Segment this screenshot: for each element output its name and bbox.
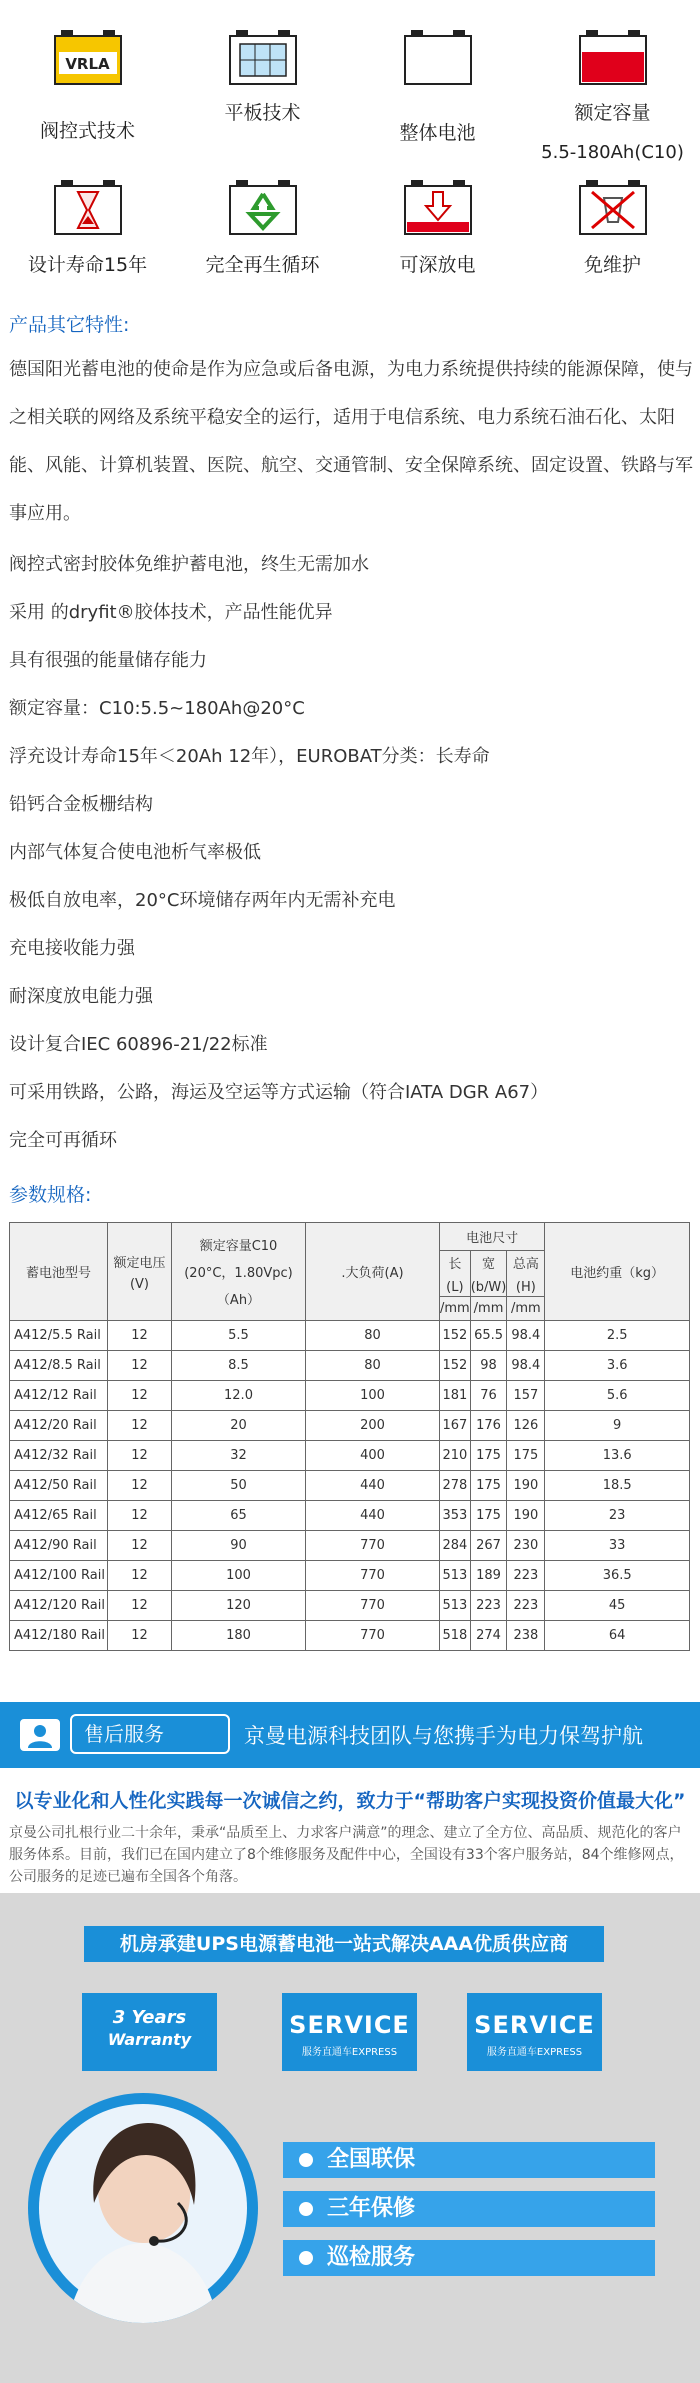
spec-cell: 65 — [172, 1501, 306, 1531]
flat-plate-battery-icon — [228, 28, 298, 86]
col-dims-header: 电池尺寸 — [440, 1223, 545, 1251]
spec-cell: 12.0 — [172, 1381, 306, 1411]
spec-cell: 5.6 — [545, 1381, 690, 1411]
col-capacity-header: 额定容量C10 (20°C，1.80Vpc) （Ah） — [172, 1223, 306, 1321]
spec-cell: 12 — [108, 1561, 172, 1591]
icon-cell-design-life — [0, 150, 175, 300]
spec-cell: 23 — [545, 1501, 690, 1531]
spec-cell: 210 — [440, 1441, 471, 1471]
spec-cell: 770 — [306, 1561, 440, 1591]
icon-label-deep-discharge: 可深放电 — [399, 254, 476, 276]
icon-label-recycle: 完全再生循环 — [205, 254, 320, 276]
spec-cell: 12 — [108, 1531, 172, 1561]
bullet-dot — [299, 2202, 313, 2216]
spec-cell: 98 — [470, 1351, 507, 1381]
spec-cell: A412/50 Rail — [10, 1471, 108, 1501]
service-slogan: 以专业化和人性化实践每一次诚信之约，致力于“帮助客户实现投资价值最大化” — [14, 1790, 686, 1812]
spec-cell: A412/65 Rail — [10, 1501, 108, 1531]
features-heading: 产品其它特性: — [9, 314, 130, 336]
col-length-header: 长 (L) — [440, 1251, 471, 1297]
col-width-header: 宽 (b/W) — [470, 1251, 507, 1297]
service-bar-inspection — [283, 2240, 655, 2276]
spec-cell: A412/180 Rail — [10, 1621, 108, 1651]
maintenance-free-battery-icon — [578, 178, 648, 236]
col-width-unit: /mm — [470, 1297, 507, 1321]
spec-row — [10, 1531, 690, 1561]
spec-cell: A412/20 Rail — [10, 1411, 108, 1441]
spec-cell: 190 — [507, 1501, 545, 1531]
spec-cell: 8.5 — [172, 1351, 306, 1381]
spec-cell: 181 — [440, 1381, 471, 1411]
service-bar-label: 全国联保 — [327, 2147, 416, 2172]
spec-cell: 223 — [470, 1591, 507, 1621]
spec-cell: 80 — [306, 1351, 440, 1381]
spec-cell: 3.6 — [545, 1351, 690, 1381]
feature-line: 完全可再循环 — [9, 1130, 117, 1151]
icon-label-design-life: 设计寿命15年 — [27, 254, 148, 276]
service-intro: 京曼公司扎根行业二十余年，秉承“品质至上、力求客户满意”的理念、建立了全方位、高品质、规范化的客户服务体系。目前，我们已在国内建立了8个维修服务及配件中心，全国设有33个客户服务站，84个维修网点，公司服务的足迹已遍布全国各个角落。 — [9, 1825, 684, 1885]
spec-cell: 770 — [306, 1531, 440, 1561]
feature-line: 采用 的dryfit®胶体技术，产品性能优异 — [9, 602, 333, 623]
icon-cell-capacity — [525, 0, 700, 163]
spec-cell: 90 — [172, 1531, 306, 1561]
spec-cell: 45 — [545, 1591, 690, 1621]
spec-cell: 223 — [507, 1591, 545, 1621]
service-badge-sub: 服务直通车EXPRESS — [301, 2047, 398, 2058]
icon-label-capacity: 额定容量 — [574, 102, 651, 124]
spec-cell: 98.4 — [507, 1351, 545, 1381]
spec-cell: 175 — [470, 1471, 507, 1501]
col-height-unit: /mm — [507, 1297, 545, 1321]
spec-cell: A412/100 Rail — [10, 1561, 108, 1591]
warranty-badge-main: 3 Years — [112, 2007, 187, 2028]
col-voltage-header: 额定电压 (V) — [108, 1223, 172, 1321]
service-bar-warranty — [283, 2191, 655, 2227]
spec-cell: 770 — [306, 1621, 440, 1651]
spec-cell: 284 — [440, 1531, 471, 1561]
spec-table — [9, 1222, 690, 1651]
spec-row — [10, 1621, 690, 1651]
icon-cell-deep-discharge — [350, 150, 525, 300]
spec-cell: 36.5 — [545, 1561, 690, 1591]
spec-cell: 440 — [306, 1501, 440, 1531]
service-bar-label: 三年保修 — [327, 2196, 416, 2221]
spec-row — [10, 1381, 690, 1411]
spec-cell: 9 — [545, 1411, 690, 1441]
spec-cell: 20 — [172, 1411, 306, 1441]
spec-cell: A412/32 Rail — [10, 1441, 108, 1471]
service-badge-main: SERVICE — [289, 2011, 410, 2039]
spec-cell: 513 — [440, 1561, 471, 1591]
hourglass-battery-icon — [53, 178, 123, 236]
spec-cell: 65.5 — [470, 1321, 507, 1351]
col-height-header: 总高 (H) — [507, 1251, 545, 1297]
spec-cell: 12 — [108, 1321, 172, 1351]
spec-cell: 120 — [172, 1591, 306, 1621]
spec-cell: 175 — [470, 1501, 507, 1531]
spec-cell: 2.5 — [545, 1321, 690, 1351]
spec-cell: 50 — [172, 1471, 306, 1501]
spec-row — [10, 1351, 690, 1381]
spec-cell: 5.5 — [172, 1321, 306, 1351]
col-length-unit: /mm — [440, 1297, 471, 1321]
spec-row — [10, 1441, 690, 1471]
spec-cell: 167 — [440, 1411, 471, 1441]
spec-cell: 200 — [306, 1411, 440, 1441]
feature-line: 额定容量：C10:5.5~180Ah@20°C — [9, 698, 305, 719]
after-sales-banner — [0, 1702, 700, 1768]
capacity-battery-icon — [578, 28, 648, 86]
service-bar-label: 巡检服务 — [327, 2245, 416, 2270]
after-sales-tagline: 京曼电源科技团队与您携手为电力保驾护航 — [244, 1724, 643, 1748]
spec-cell: 12 — [108, 1381, 172, 1411]
spec-cell: A412/8.5 Rail — [10, 1351, 108, 1381]
spec-row — [10, 1411, 690, 1441]
warranty-badge — [82, 1993, 217, 2071]
spec-cell: 180 — [172, 1621, 306, 1651]
spec-row — [10, 1471, 690, 1501]
service-express-badge — [467, 1993, 602, 2071]
spec-cell: 770 — [306, 1591, 440, 1621]
spec-cell: 12 — [108, 1471, 172, 1501]
spec-cell: 157 — [507, 1381, 545, 1411]
feature-line: 设计复合IEC 60896-21/22标准 — [9, 1034, 268, 1055]
icon-label-vrla: 阀控式技术 — [39, 120, 135, 142]
feature-line: 可采用铁路，公路，海运及空运等方式运输（符合IATA DGR A67） — [9, 1082, 549, 1103]
spec-cell: 190 — [507, 1471, 545, 1501]
warranty-badge-sub: Warranty — [107, 2030, 192, 2049]
icon-cell-maintenance-free — [525, 150, 700, 300]
icon-label-flat-plate: 平板技术 — [224, 102, 301, 124]
spec-cell: 189 — [470, 1561, 507, 1591]
spec-cell: A412/5.5 Rail — [10, 1321, 108, 1351]
spec-cell: 230 — [507, 1531, 545, 1561]
bullet-dot — [299, 2153, 313, 2167]
col-load-header: .大负荷(A) — [306, 1223, 440, 1321]
headset-user-icon — [20, 1719, 60, 1751]
icon-label-maintenance-free: 免维护 — [583, 254, 641, 276]
spec-cell: 513 — [440, 1591, 471, 1621]
feature-line: 阀控式密封胶体免维护蓄电池，终生无需加水 — [9, 554, 369, 575]
feature-line: 浮充设计寿命15年＜20Ah 12年），EUROBAT分类：长寿命 — [9, 746, 490, 767]
spec-row — [10, 1321, 690, 1351]
service-badge-sub: 服务直通车EXPRESS — [486, 2047, 583, 2058]
spec-row — [10, 1561, 690, 1591]
spec-cell: 33 — [545, 1531, 690, 1561]
spec-cell: 175 — [470, 1441, 507, 1471]
spec-cell: 152 — [440, 1351, 471, 1381]
feature-line: 耐深度放电能力强 — [9, 986, 153, 1007]
spec-cell: 238 — [507, 1621, 545, 1651]
icon-label-monobloc: 整体电池 — [399, 122, 476, 144]
vrla-battery-icon — [53, 28, 123, 86]
spec-cell: 274 — [470, 1621, 507, 1651]
vrla-badge-text: VRLA — [65, 55, 110, 73]
icon-cell-recycle — [175, 150, 350, 300]
after-sales-tab[interactable]: 售后服务 — [70, 1714, 230, 1754]
customer-service-photo — [28, 2093, 258, 2323]
spec-cell: 278 — [440, 1471, 471, 1501]
spec-cell: 80 — [306, 1321, 440, 1351]
spec-cell: 518 — [440, 1621, 471, 1651]
spec-cell: A412/90 Rail — [10, 1531, 108, 1561]
deep-discharge-battery-icon — [403, 178, 473, 236]
icon-sublabel-capacity: 5.5-180Ah(C10) — [541, 142, 684, 163]
spec-cell: 100 — [306, 1381, 440, 1411]
col-model-header: 蓄电池型号 — [10, 1223, 108, 1321]
spec-cell: 98.4 — [507, 1321, 545, 1351]
spec-heading: 参数规格: — [9, 1184, 92, 1206]
feature-line: 内部气体复合使电池析气率极低 — [9, 842, 261, 863]
bullet-dot — [299, 2251, 313, 2265]
spec-cell: 12 — [108, 1351, 172, 1381]
spec-cell: 176 — [470, 1411, 507, 1441]
spec-cell: 12 — [108, 1411, 172, 1441]
feature-line: 具有很强的能量储存能力 — [9, 650, 207, 671]
spec-cell: 126 — [507, 1411, 545, 1441]
service-badge-main: SERVICE — [474, 2011, 595, 2039]
monobloc-battery-icon — [403, 28, 473, 86]
spec-cell: 267 — [470, 1531, 507, 1561]
spec-cell: 440 — [306, 1471, 440, 1501]
spec-cell: 12 — [108, 1501, 172, 1531]
spec-cell: 223 — [507, 1561, 545, 1591]
icon-cell-vrla — [0, 0, 175, 150]
spec-cell: 18.5 — [545, 1471, 690, 1501]
spec-cell: 152 — [440, 1321, 471, 1351]
feature-icons-grid — [0, 0, 700, 300]
spec-cell: 12 — [108, 1621, 172, 1651]
feature-line: 充电接收能力强 — [9, 938, 135, 959]
icon-cell-monobloc — [350, 0, 525, 150]
spec-cell: 353 — [440, 1501, 471, 1531]
spec-cell: 13.6 — [545, 1441, 690, 1471]
col-weight-header: 电池约重（kg） — [545, 1223, 690, 1321]
feature-line: 极低自放电率，20°C环境储存两年内无需补充电 — [9, 890, 396, 911]
spec-table-body — [10, 1321, 690, 1651]
icon-cell-flat-plate — [175, 0, 350, 150]
spec-cell: 175 — [507, 1441, 545, 1471]
spec-cell: A412/12 Rail — [10, 1381, 108, 1411]
spec-row — [10, 1591, 690, 1621]
service-bar-nationwide — [283, 2142, 655, 2178]
spec-cell: 32 — [172, 1441, 306, 1471]
service-panel-title: 机房承建UPS电源蓄电池一站式解决AAA优质供应商 — [84, 1926, 604, 1962]
spec-cell: 76 — [470, 1381, 507, 1411]
spec-row — [10, 1501, 690, 1531]
feature-line: 铅钙合金板栅结构 — [9, 794, 153, 815]
spec-cell: 12 — [108, 1591, 172, 1621]
spec-cell: 12 — [108, 1441, 172, 1471]
features-intro: 德国阳光蓄电池的使命是作为应急或后备电源，为电力系统提供持续的能源保障，使与之相关联的网络及系统平稳安全的运行，适用于电信系统、电力系统石油石化、太阳能、风能、计算机装置、医院、航空、交通管制、安全保障系统、固定设置、铁路与军事应用。 — [9, 359, 693, 524]
spec-cell: A412/120 Rail — [10, 1591, 108, 1621]
service-express-badge — [282, 1993, 417, 2071]
spec-cell: 400 — [306, 1441, 440, 1471]
spec-cell: 64 — [545, 1621, 690, 1651]
recycle-battery-icon — [228, 178, 298, 236]
spec-cell: 100 — [172, 1561, 306, 1591]
